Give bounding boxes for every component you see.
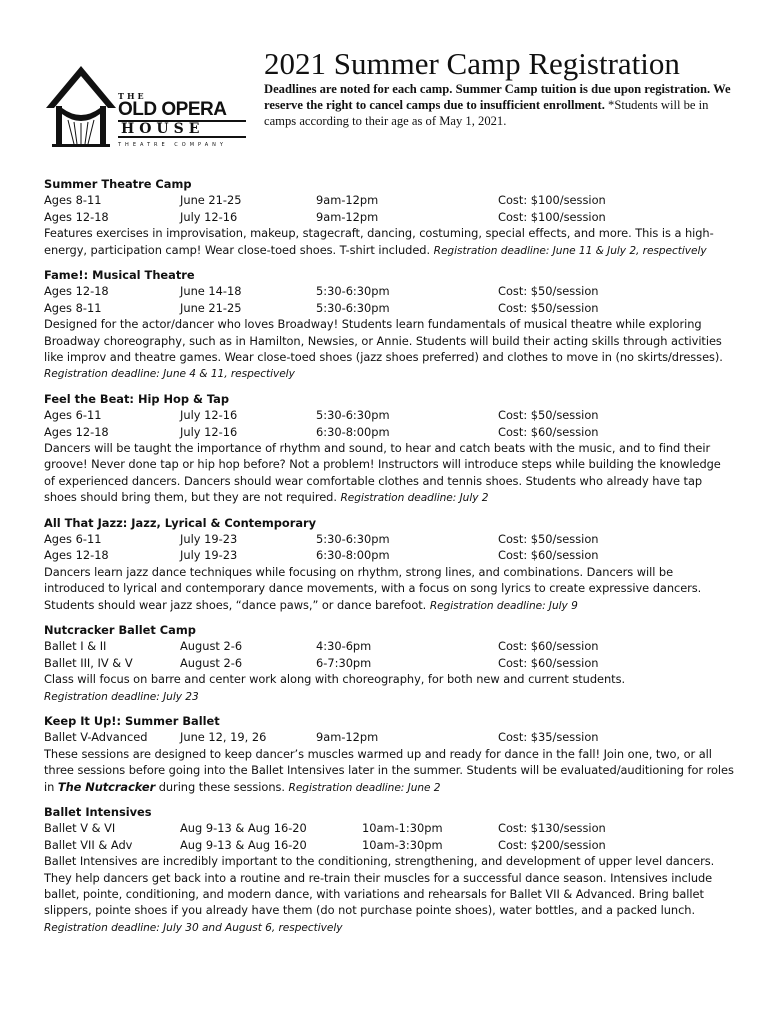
schedule-row bbox=[44, 655, 734, 671]
schedule-row bbox=[44, 729, 734, 745]
registration-deadline: Registration deadline: July 2 bbox=[340, 492, 489, 505]
cost: Cost: $60/session bbox=[498, 639, 599, 654]
cost: Cost: $200/session bbox=[498, 837, 606, 852]
camp-title: Feel the Beat: Hip Hop & Tap bbox=[44, 391, 230, 406]
time: 6:30-8:00pm bbox=[316, 424, 390, 439]
schedule-row bbox=[44, 820, 734, 836]
time: 5:30-6:30pm bbox=[316, 284, 390, 299]
schedule-row bbox=[44, 638, 734, 654]
description-text: These sessions are designed to keep dancer’s muscles warmed up and ready for dance in the fall! Join one, two, or all three sessions before going into the Ballet Intensives later in the summer. Students will be evaluated/auditioning for roles in bbox=[44, 746, 734, 794]
logo-the: THE bbox=[118, 91, 147, 101]
camp-title: Fame!: Musical Theatre bbox=[44, 268, 195, 282]
time: 5:30-6:30pm bbox=[316, 532, 390, 547]
age-group: Ballet I & II bbox=[44, 639, 107, 654]
schedule-row bbox=[44, 531, 734, 547]
time: 9am-12pm bbox=[316, 209, 379, 224]
cost: Cost: $50/session bbox=[498, 408, 599, 423]
cost: Cost: $130/session bbox=[498, 821, 606, 836]
age-group: Ballet V & VI bbox=[44, 821, 116, 836]
dates: June 21-25 bbox=[180, 193, 242, 208]
cost: Cost: $100/session bbox=[498, 193, 606, 208]
camp-description bbox=[44, 225, 734, 259]
camp-section bbox=[44, 713, 734, 796]
description-text: Features exercises in improvisation, makeup, stagecraft, dancing, costuming, special effects, and more. This is a high-energy, participation camp! Wear close-toed shoes. T-shirt included. bbox=[44, 226, 714, 257]
time: 10am-1:30pm bbox=[362, 821, 443, 836]
camp-description bbox=[44, 671, 734, 705]
time: 6:30-8:00pm bbox=[316, 548, 390, 563]
cost: Cost: $60/session bbox=[498, 548, 599, 563]
cost: Cost: $50/session bbox=[498, 284, 599, 299]
cost: Cost: $50/session bbox=[498, 532, 599, 547]
dates: June 14-18 bbox=[180, 284, 242, 299]
registration-deadline: Registration deadline: June 2 bbox=[288, 781, 441, 794]
dates: July 12-16 bbox=[180, 424, 238, 439]
theatre-tent-icon bbox=[44, 64, 118, 150]
dates: July 19-23 bbox=[180, 532, 238, 547]
camp-description bbox=[44, 853, 734, 936]
dates: July 19-23 bbox=[180, 548, 238, 563]
camp-section bbox=[44, 622, 734, 705]
registration-deadline: Registration deadline: June 11 & July 2, respectively bbox=[433, 244, 707, 257]
age-group: Ages 12-18 bbox=[44, 284, 109, 299]
camp-section bbox=[44, 804, 734, 936]
camp-title: All That Jazz: Jazz, Lyrical & Contemporary bbox=[44, 515, 317, 530]
description-text-end: during these sessions. bbox=[155, 779, 289, 794]
logo-old-opera: OLD OPERA bbox=[118, 99, 227, 120]
dates: August 2-6 bbox=[180, 655, 243, 670]
age-group: Ages 6-11 bbox=[44, 408, 102, 423]
age-group: Ballet V-Advanced bbox=[44, 730, 148, 745]
cost: Cost: $100/session bbox=[498, 209, 606, 224]
camp-description bbox=[44, 564, 734, 614]
camp-title: Summer Theatre Camp bbox=[44, 177, 192, 191]
schedule-row bbox=[44, 283, 734, 299]
camp-section bbox=[44, 391, 734, 507]
schedule-row bbox=[44, 407, 734, 423]
page-title: 2021 Summer Camp Registration bbox=[264, 46, 680, 81]
description-text: Class will focus on barre and center work along with choreography, for both new and current students. bbox=[44, 672, 626, 687]
intro-bold: Deadlines are noted for each camp. Summer Camp tuition is due upon registration. We reserve the right to cancel camps due to insufficient enrollment. bbox=[264, 82, 731, 112]
dates: June 21-25 bbox=[180, 300, 242, 315]
age-group: Ages 12-18 bbox=[44, 209, 109, 224]
age-group: Ages 8-11 bbox=[44, 193, 102, 208]
camp-section bbox=[44, 176, 734, 259]
time: 5:30-6:30pm bbox=[316, 408, 390, 423]
dates: August 2-6 bbox=[180, 639, 243, 654]
age-group: Ages 12-18 bbox=[44, 548, 109, 563]
dates: June 12, 19, 26 bbox=[180, 730, 267, 745]
dates: July 12-16 bbox=[180, 209, 238, 224]
logo-theatre-company: THEATRE COMPANY bbox=[118, 142, 227, 148]
dates: July 12-16 bbox=[180, 408, 238, 423]
cost: Cost: $50/session bbox=[498, 300, 599, 315]
camp-title: Ballet Intensives bbox=[44, 805, 152, 820]
time: 9am-12pm bbox=[316, 730, 379, 745]
camp-section bbox=[44, 267, 734, 383]
cost: Cost: $60/session bbox=[498, 655, 599, 670]
camp-description bbox=[44, 440, 734, 507]
description-text: Dancers will be taught the importance of rhythm and sound, to hear and catch beats with the music, and to find their groove! Never done tap or hip hop before? Not a problem! Instructors will introduce steps while building the knowledge of experienced dancers. Dancers should wear comfortable clothes and tennis shoes. Students who already have tap shoes should bring them, but they are not required. bbox=[44, 441, 721, 505]
age-group: Ballet VII & Adv bbox=[44, 837, 133, 852]
registration-deadline: Registration deadline: July 9 bbox=[429, 599, 578, 612]
cost: Cost: $35/session bbox=[498, 730, 599, 745]
age-group: Ages 8-11 bbox=[44, 300, 102, 315]
camp-list bbox=[44, 176, 734, 944]
description-text: Dancers learn jazz dance techniques while focusing on rhythm, strong lines, and combinations. Dancers will be introduced to lyrical and contemporary dance movements, with a focus on song lyrics to create expressive dancers. Students should wear jazz shoes, “dance paws,” or dance barefoot. bbox=[44, 564, 702, 612]
registration-deadline: Registration deadline: July 23 bbox=[44, 690, 199, 703]
time: 9am-12pm bbox=[316, 193, 379, 208]
logo-house: HOUSE bbox=[118, 120, 246, 138]
camp-title: Nutcracker Ballet Camp bbox=[44, 623, 196, 638]
schedule-row bbox=[44, 300, 734, 316]
time: 4:30-6pm bbox=[316, 639, 372, 654]
schedule-row bbox=[44, 547, 734, 563]
description-text: Designed for the actor/dancer who loves Broadway! Students learn fundamentals of musical theatre while exploring Broadway choreography, such as in Hamilton, Newsies, or Annie. Students will build their acting skills through activities like improv and theatre games. Wear close-toed shoes (jazz shoes preferred) and clothes to move in (no skirts/dresses). bbox=[44, 317, 723, 364]
intro-rest: *Students will be in camps according to their age as of May 1, 2021. bbox=[264, 98, 709, 128]
registration-deadline: Registration deadline: June 4 & 11, respectively bbox=[44, 368, 295, 381]
dates: Aug 9-13 & Aug 16-20 bbox=[180, 821, 307, 836]
description-text: Ballet Intensives are incredibly important to the conditioning, strengthening, and development of upper level dancers. They help dancers get back into a routine and re-train their muscles for a successful dance season. Intensives include ballet, pointe, conditioning, and modern dance, with variations and rehearsals for Ballet VII & Advanced. Bring ballet slippers, pointe shoes if you already have them (do not purchase pointe shoes), water bottles, and a packed lunch. bbox=[44, 854, 715, 918]
cost: Cost: $60/session bbox=[498, 424, 599, 439]
camp-title: Keep It Up!: Summer Ballet bbox=[44, 714, 220, 729]
camp-description bbox=[44, 746, 734, 796]
time: 5:30-6:30pm bbox=[316, 300, 390, 315]
time: 10am-3:30pm bbox=[362, 837, 443, 852]
schedule-row bbox=[44, 209, 734, 225]
age-group: Ballet III, IV & V bbox=[44, 655, 133, 670]
nutcracker-title: The Nutcracker bbox=[57, 779, 156, 794]
age-group: Ages 6-11 bbox=[44, 532, 102, 547]
registration-deadline: Registration deadline: July 30 and August 6, respectively bbox=[44, 921, 343, 934]
dates: Aug 9-13 & Aug 16-20 bbox=[180, 837, 307, 852]
logo bbox=[44, 64, 248, 150]
time: 6-7:30pm bbox=[316, 655, 372, 670]
schedule-row bbox=[44, 837, 734, 853]
schedule-row bbox=[44, 192, 734, 208]
schedule-row bbox=[44, 424, 734, 440]
age-group: Ages 12-18 bbox=[44, 424, 109, 439]
camp-description bbox=[44, 316, 734, 383]
camp-section bbox=[44, 515, 734, 614]
intro-text bbox=[264, 81, 734, 129]
